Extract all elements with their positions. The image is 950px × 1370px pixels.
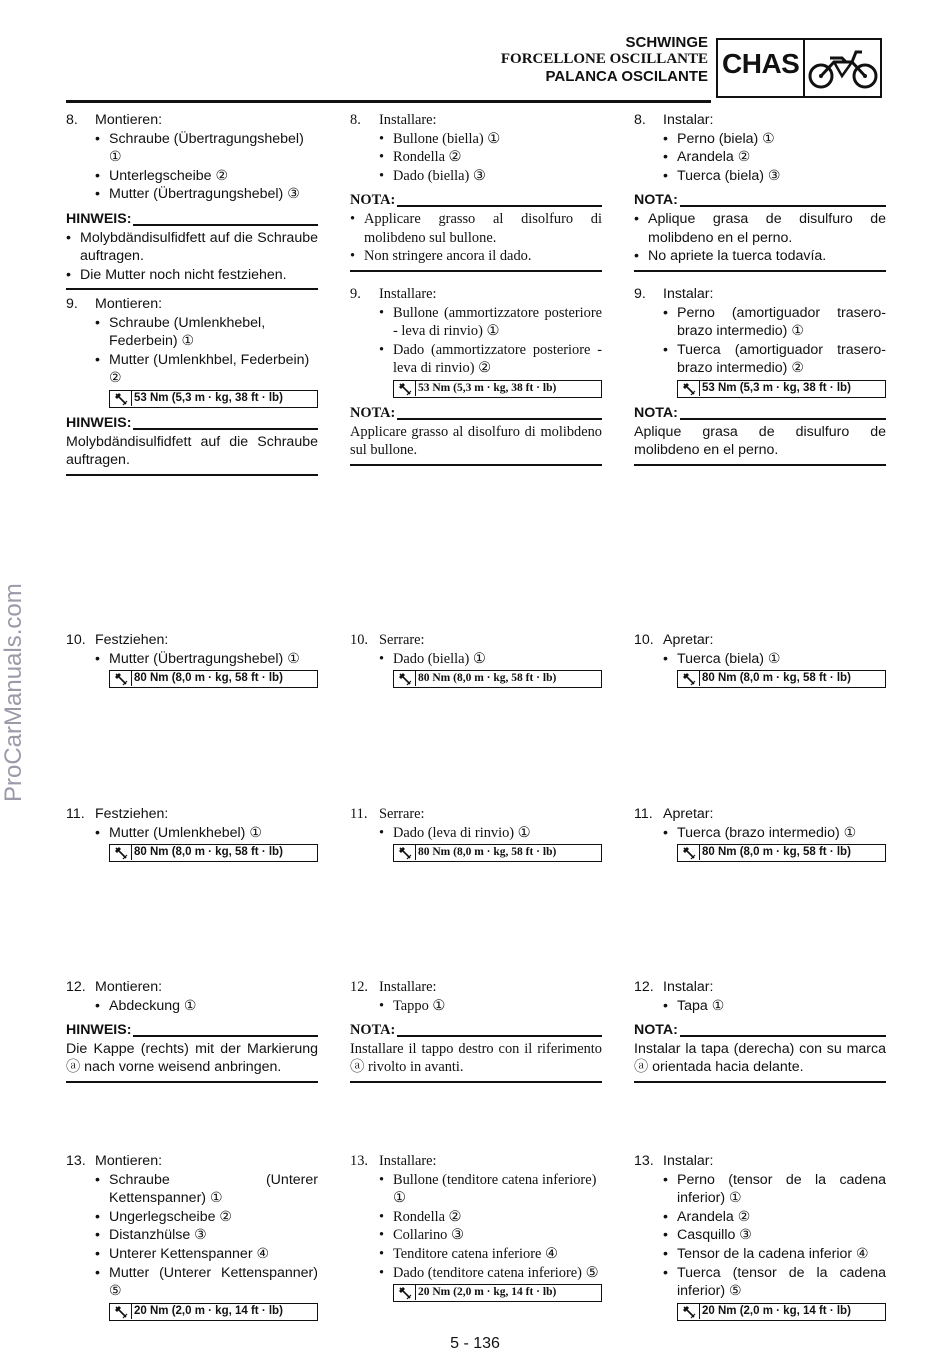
list-item: • Mutter (Umlenkhebel) ① — [66, 824, 318, 843]
step-title: Apretar: — [663, 632, 714, 648]
step-12: 12. Montieren: • Abdeckung ① HINWEIS: Die Kappe (rechts) mit der Markierung ⓐ nach vorne weisend anbringen. — [66, 978, 318, 1083]
step-title: Montieren: — [95, 1153, 163, 1169]
step-9: 9. Installare: • Bullone (ammortizzatore posteriore - leva di rinvio) ① • Dado (ammortizzatore posteriore - leva di rinvio) ② 53 Nm (5,3 m · kg, 38 ft · lb) NOTA: Applicare grasso al disolfuro di molibdeno sul bullone. — [350, 285, 602, 466]
step-13: 13. Instalar: • Perno (tensor de la cadena inferior) ① • Arandela ② • Casquillo ③ • Tensor de la cadena inferior ④ • Tuerca (tensor de la cadena inferior) ⑤ 20 Nm (2,0 m · kg, 14 ft · lb) — [634, 1152, 886, 1321]
list-item: • Dado (biella) ① — [350, 650, 602, 669]
note-box — [634, 191, 886, 271]
note-text: Die Kappe (rechts) mit der Markierung ⓐ nach vorne weisend anbringen. — [66, 1040, 318, 1076]
step-11: 11. Festziehen: • Mutter (Umlenkhebel) ① 80 Nm (8,0 m · kg, 58 ft · lb) — [66, 805, 318, 862]
torque-spec: 20 Nm (2,0 m · kg, 14 ft · lb) — [109, 1303, 318, 1321]
torque-wrench-icon — [682, 846, 696, 860]
step-10: 10. Serrare: • Dado (biella) ① 80 Nm (8,0 m · kg, 58 ft · lb) — [350, 631, 602, 688]
list-item: • Distanzhülse ③ — [66, 1226, 318, 1245]
list-item: • Tuerca (biela) ① — [634, 650, 886, 669]
note-text: Applicare grasso al disolfuro di molibdeno sul bullone. — [350, 423, 602, 459]
note-item: • No apriete la tuerca todavía. — [634, 247, 886, 266]
note-text: Aplique grasa de disulfuro de molibdeno en el perno. — [634, 423, 886, 459]
step-12: 12. Installare: • Tappo ① NOTA: Installare il tappo destro con il riferimento ⓐ rivolto in avanti. — [350, 978, 602, 1083]
note-item: • Die Mutter noch nicht festziehen. — [66, 266, 318, 285]
step-title: Installare: — [379, 979, 437, 995]
list-item: • Schraube (Übertragungshebel) ① — [66, 130, 318, 167]
note-item: • Non stringere ancora il dado. — [350, 247, 602, 266]
list-item: • Mutter (Übertragungshebel) ③ — [66, 185, 318, 204]
torque-wrench-icon — [682, 1305, 696, 1319]
step-title: Installare: — [379, 1153, 437, 1169]
step-13: 13. Montieren: • Schraube (Unterer Kettenspanner) ① • Ungerlegscheibe ② • Distanzhülse ③ • Unterer Kettenspanner ④ • Mutter (Unterer Kettenspanner) ⑤ 20 Nm (2,0 m · kg, 14 ft · lb) — [66, 1152, 318, 1321]
list-item: • Tapa ① — [634, 997, 886, 1016]
note-box — [66, 210, 318, 290]
section-badge — [716, 38, 882, 98]
torque-wrench-icon — [398, 1286, 412, 1300]
list-item: • Tenditore catena inferiore ④ — [350, 1245, 602, 1264]
step-13: 13. Installare: • Bullone (tenditore catena inferiore) ① • Rondella ② • Collarino ③ • Tenditore catena inferiore ④ • Dado (tenditore catena inferiore) ⑤ 20 Nm (2,0 m · kg, 14 ft · lb) — [350, 1152, 602, 1302]
note-label: HINWEIS: — [66, 210, 132, 227]
list-item: • Bullone (ammortizzatore posteriore - leva di rinvio) ① — [350, 304, 602, 341]
torque-wrench-icon — [114, 1305, 128, 1319]
note-item: • Applicare grasso al disolfuro di molibdeno sul bullone. — [350, 210, 602, 247]
list-item: • Schraube (Umlenkhebel, Federbein) ① — [66, 314, 318, 351]
note-label: NOTA: — [634, 192, 678, 209]
list-item: • Casquillo ③ — [634, 1226, 886, 1245]
step-11: 11. Serrare: • Dado (leva di rinvio) ① 80 Nm (8,0 m · kg, 58 ft · lb) — [350, 805, 602, 862]
list-item: • Rondella ② — [350, 148, 602, 167]
step-title: Festziehen: — [95, 806, 169, 822]
note-box — [66, 1021, 318, 1083]
torque-spec: 80 Nm (8,0 m · kg, 58 ft · lb) — [677, 844, 886, 862]
list-item: • Dado (biella) ③ — [350, 167, 602, 186]
torque-spec: 53 Nm (5,3 m · kg, 38 ft · lb) — [109, 390, 318, 408]
step-title: Serrare: — [379, 806, 425, 822]
step-title: Apretar: — [663, 806, 714, 822]
list-item: • Tappo ① — [350, 997, 602, 1016]
note-box — [350, 1021, 602, 1083]
page-header — [501, 34, 708, 85]
note-box — [350, 191, 602, 271]
list-item: • Mutter (Unterer Kettenspanner) ⑤ — [66, 1264, 318, 1301]
torque-spec: 80 Nm (8,0 m · kg, 58 ft · lb) — [393, 844, 602, 862]
torque-wrench-icon — [114, 846, 128, 860]
step-8: 8. Instalar: • Perno (biela) ① • Arandela ② • Tuerca (biela) ③ NOTA: • Aplique grasa de disulfuro de molibdeno en el perno. • No apriete la tuerca todavía. — [634, 111, 886, 272]
page-number: 5 - 136 — [450, 1335, 500, 1352]
list-item: • Perno (amortiguador trasero-brazo intermedio) ① — [634, 304, 886, 341]
torque-spec: 20 Nm (2,0 m · kg, 14 ft · lb) — [677, 1303, 886, 1321]
note-text: Installare il tappo destro con il riferimento ⓐ rivolto in avanti. — [350, 1040, 602, 1076]
list-item: • Tuerca (tensor de la cadena inferior) ⑤ — [634, 1264, 886, 1301]
step-title: Instalar: — [663, 286, 714, 302]
step-title: Instalar: — [663, 1153, 714, 1169]
torque-wrench-icon — [114, 672, 128, 686]
list-item: • Tuerca (biela) ③ — [634, 167, 886, 186]
list-item: • Unterer Kettenspanner ④ — [66, 1245, 318, 1264]
step-title: Montieren: — [95, 112, 163, 128]
torque-wrench-icon — [682, 672, 696, 686]
header-title-it: FORCELLONE OSCILLANTE — [500, 51, 708, 67]
list-item: • Ungerlegscheibe ② — [66, 1208, 318, 1227]
motorcycle-icon — [808, 46, 878, 92]
note-label: NOTA: — [634, 404, 678, 421]
list-item: • Perno (tensor de la cadena inferior) ① — [634, 1171, 886, 1208]
note-box — [634, 404, 886, 466]
step-12: 12. Instalar: • Tapa ① NOTA: Instalar la tapa (derecha) con su marca ⓐ orientada hacia delante. — [634, 978, 886, 1083]
note-item: • Molybdändisulfidfett auf die Schraube auftragen. — [66, 229, 318, 266]
note-label: HINWEIS: — [66, 414, 132, 431]
list-item: • Tuerca (brazo intermedio) ① — [634, 824, 886, 843]
torque-wrench-icon — [114, 392, 128, 406]
header-rule — [66, 100, 711, 103]
list-item: • Mutter (Umlenkhbel, Federbein) ② — [66, 351, 318, 388]
list-item: • Perno (biela) ① — [634, 130, 886, 149]
step-title: Festziehen: — [95, 632, 169, 648]
step-title: Instalar: — [663, 112, 714, 128]
step-8: 8. Montieren: • Schraube (Übertragungshebel) ① • Unterlegscheibe ② • Mutter (Übertragungshebel) ③ HINWEIS: • Molybdändisulfidfett auf die Schraube auftragen. • Die Mutter noch nicht festziehen. — [66, 111, 318, 290]
step-9: 9. Instalar: • Perno (amortiguador trasero-brazo intermedio) ① • Tuerca (amortiguador trasero-brazo intermedio) ② 53 Nm (5,3 m · kg, 38 ft · lb) NOTA: Aplique grasa de disulfuro de molibdeno en el perno. — [634, 285, 886, 466]
step-8: 8. Installare: • Bullone (biella) ① • Rondella ② • Dado (biella) ③ NOTA: • Applicare grasso al disolfuro di molibdeno sul bullone. • Non stringere ancora il dado. — [350, 111, 602, 272]
torque-wrench-icon — [398, 672, 412, 686]
list-item: • Tensor de la cadena inferior ④ — [634, 1245, 886, 1264]
torque-spec: 80 Nm (8,0 m · kg, 58 ft · lb) — [677, 670, 886, 688]
header-title-es: PALANCA OSCILANTE — [545, 68, 708, 85]
list-item: • Abdeckung ① — [66, 997, 318, 1016]
header-title-de: SCHWINGE — [625, 34, 708, 51]
list-item: • Dado (leva di rinvio) ① — [350, 824, 602, 843]
note-box — [66, 414, 318, 476]
list-item: • Schraube (Unterer Kettenspanner) ① — [66, 1171, 318, 1208]
step-title: Installare: — [379, 286, 437, 302]
list-item: • Arandela ② — [634, 1208, 886, 1227]
list-item: • Bullone (biella) ① — [350, 130, 602, 149]
note-text: Molybdändisulfidfett auf die Schraube auftragen. — [66, 433, 318, 469]
watermark: ProCarManuals.com — [0, 583, 27, 802]
torque-wrench-icon — [398, 846, 412, 860]
step-9: 9. Montieren: • Schraube (Umlenkhebel, Federbein) ① • Mutter (Umlenkhbel, Federbein) ② 53 Nm (5,3 m · kg, 38 ft · lb) HINWEIS: Molybdändisulfidfett auf die Schraube auftragen. — [66, 288, 318, 476]
list-item: • Tuerca (amortiguador trasero-brazo intermedio) ② — [634, 341, 886, 378]
list-item: • Collarino ③ — [350, 1226, 602, 1245]
step-title: Montieren: — [95, 979, 163, 995]
torque-spec: 20 Nm (2,0 m · kg, 14 ft · lb) — [393, 1284, 602, 1302]
step-10: 10. Festziehen: • Mutter (Übertragungshebel) ① 80 Nm (8,0 m · kg, 58 ft · lb) — [66, 631, 318, 688]
note-item: • Aplique grasa de disulfuro de molibdeno en el perno. — [634, 210, 886, 247]
note-label: NOTA: — [350, 1022, 396, 1039]
list-item: • Arandela ② — [634, 148, 886, 167]
step-title: Montieren: — [95, 296, 163, 312]
note-text: Instalar la tapa (derecha) con su marca ⓐ orientada hacia delante. — [634, 1040, 886, 1076]
torque-spec: 80 Nm (8,0 m · kg, 58 ft · lb) — [109, 670, 318, 688]
torque-spec: 80 Nm (8,0 m · kg, 58 ft · lb) — [393, 670, 602, 688]
step-11: 11. Apretar: • Tuerca (brazo intermedio) ① 80 Nm (8,0 m · kg, 58 ft · lb) — [634, 805, 886, 862]
note-label: HINWEIS: — [66, 1022, 132, 1039]
step-title: Instalar: — [663, 979, 714, 995]
list-item: • Rondella ② — [350, 1208, 602, 1227]
note-box — [350, 404, 602, 466]
list-item: • Unterlegscheibe ② — [66, 167, 318, 186]
list-item: • Mutter (Übertragungshebel) ① — [66, 650, 318, 669]
step-10: 10. Apretar: • Tuerca (biela) ① 80 Nm (8,0 m · kg, 58 ft · lb) — [634, 631, 886, 688]
section-badge-label: CHAS — [722, 48, 800, 79]
torque-spec: 53 Nm (5,3 m · kg, 38 ft · lb) — [393, 380, 602, 398]
step-title: Installare: — [379, 112, 437, 128]
note-label: NOTA: — [634, 1022, 678, 1039]
torque-wrench-icon — [398, 382, 412, 396]
note-box — [634, 1021, 886, 1083]
list-item: • Dado (tenditore catena inferiore) ⑤ — [350, 1264, 602, 1283]
torque-wrench-icon — [682, 382, 696, 396]
step-title: Serrare: — [379, 632, 425, 648]
torque-spec: 53 Nm (5,3 m · kg, 38 ft · lb) — [677, 380, 886, 398]
badge-divider — [803, 40, 805, 96]
note-label: NOTA: — [350, 404, 396, 421]
note-label: NOTA: — [350, 192, 396, 209]
list-item: • Dado (ammortizzatore posteriore - leva di rinvio) ② — [350, 341, 602, 378]
list-item: • Bullone (tenditore catena inferiore) ① — [350, 1171, 602, 1208]
torque-spec: 80 Nm (8,0 m · kg, 58 ft · lb) — [109, 844, 318, 862]
